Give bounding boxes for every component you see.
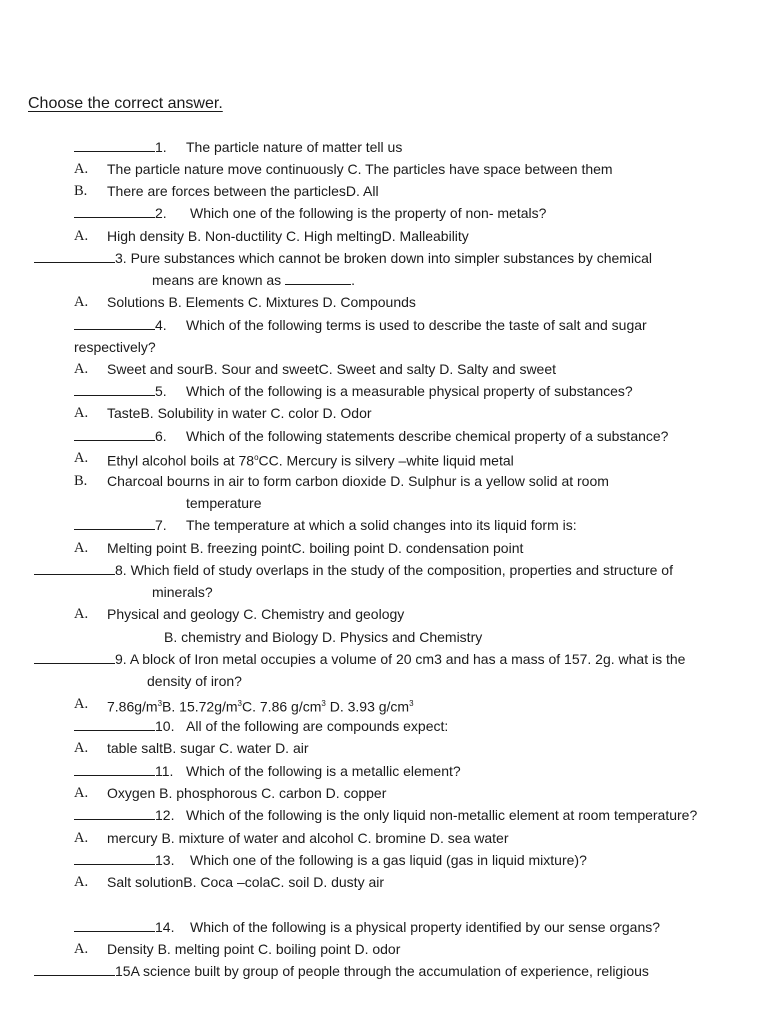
options-line: table saltB. sugar C. water D. air: [107, 740, 309, 756]
option-letter: A.: [74, 228, 89, 244]
option-letter: B.: [74, 183, 88, 199]
options-line: High density B. Non-ductility C. High meltingD. Malleability: [107, 228, 469, 244]
question-text: Which one of the following is a gas liquid (gas in liquid mixture)?: [190, 852, 587, 868]
inline-blank[interactable]: [285, 271, 351, 285]
options-line: Oxygen B. phosphorous C. carbon D. copper: [107, 785, 387, 801]
question-number: 8.: [115, 562, 127, 578]
question-7: [74, 516, 577, 534]
question-text: Which of the following is a metallic element?: [186, 763, 461, 779]
page-heading: Choose the correct answer.: [28, 95, 223, 112]
question-5: [74, 382, 633, 400]
question-8-continuation: minerals?: [152, 584, 213, 600]
options-line: [107, 449, 514, 470]
question-number: 11.: [155, 763, 174, 779]
question-text: Which of the following statements describe chemical property of a substance?: [186, 428, 669, 444]
option-letter: A.: [74, 540, 89, 556]
question-number: 12.: [155, 807, 175, 823]
options-line: Physical and geology C. Chemistry and geology: [107, 606, 405, 622]
option-text: B. 15.72g/m: [162, 698, 238, 715]
option-letter: A.: [74, 405, 89, 421]
options-line: Density B. melting point C. boiling point D. odor: [107, 941, 401, 957]
answer-blank-6[interactable]: [74, 427, 155, 441]
answer-blank-7[interactable]: [74, 516, 155, 530]
question-3-continuation: [152, 271, 355, 289]
option-letter: A.: [74, 874, 89, 890]
question-number: 13.: [155, 852, 175, 868]
option-letter: A.: [74, 696, 89, 712]
question-text: Pure substances which cannot be broken down into simpler substances by chemical: [130, 250, 652, 266]
question-8: [34, 561, 673, 579]
options-line: There are forces between the particlesD. All: [107, 183, 379, 199]
options-continuation: B. chemistry and Biology D. Physics and Chemistry: [164, 629, 483, 645]
option-letter: A.: [74, 294, 89, 310]
question-text: A block of Iron metal occupies a volume of 20 cm3 and has a mass of 157. 2g. what is the: [129, 651, 686, 667]
question-number: 4.: [155, 317, 167, 333]
option-letter: A.: [74, 785, 89, 801]
cube-superscript: 3: [321, 699, 326, 708]
options-line: Salt solutionB. Coca –colaC. soil D. dusty air: [107, 874, 385, 890]
options-line: mercury B. mixture of water and alcohol C. bromine D. sea water: [107, 830, 509, 846]
question-6: [74, 427, 669, 445]
question-text: All of the following are compounds expect:: [186, 718, 449, 734]
period: .: [351, 272, 355, 288]
options-line: Sweet and sourB. Sour and sweetC. Sweet and salty D. Salty and sweet: [107, 361, 557, 377]
answer-blank-10[interactable]: [74, 717, 155, 731]
question-text: means are known as: [152, 272, 282, 288]
option-text: Ethyl alcohol boils at 78: [107, 452, 255, 469]
question-text: Which one of the following is the property of non- metals?: [190, 205, 547, 221]
options-line: The particle nature move continuously C. The particles have space between them: [107, 161, 613, 177]
question-number: 3.: [115, 250, 127, 266]
question-number: 10.: [155, 718, 175, 734]
answer-blank-4[interactable]: [74, 316, 155, 330]
question-9-continuation: density of iron?: [147, 673, 242, 689]
question-text: Which of the following is the only liquid non-metallic element at room temperature?: [186, 807, 698, 823]
question-2: [74, 204, 547, 222]
degree-superscript: o: [254, 453, 259, 462]
question-number: 14.: [155, 919, 175, 935]
option-text: 7.86g/m: [107, 698, 158, 715]
option-letter: A.: [74, 361, 89, 377]
question-text: 15A science built by group of people through the accumulation of experience, religious: [115, 963, 649, 979]
question-number: 6.: [155, 428, 167, 444]
question-text: Which of the following terms is used to describe the taste of salt and sugar: [186, 317, 647, 333]
question-4: [74, 316, 647, 334]
answer-blank-11[interactable]: [74, 762, 155, 776]
question-number: 2.: [155, 205, 167, 221]
option-letter: A.: [74, 740, 89, 756]
option-letter: A.: [74, 606, 89, 622]
answer-blank-13[interactable]: [74, 851, 155, 865]
answer-blank-8[interactable]: [34, 561, 115, 575]
options-line: [107, 695, 414, 716]
question-number: 1.: [155, 139, 167, 155]
options-line: Charcoal bourns in air to form carbon dioxide D. Sulphur is a yellow solid at room: [107, 473, 609, 489]
option-letter: A.: [74, 941, 89, 957]
question-1: [74, 138, 403, 156]
question-text: The particle nature of matter tell us: [186, 139, 403, 155]
answer-blank-14[interactable]: [74, 918, 155, 932]
question-number: 5.: [155, 383, 167, 399]
cube-superscript: 3: [237, 699, 242, 708]
answer-blank-5[interactable]: [74, 382, 155, 396]
answer-blank-3[interactable]: [34, 249, 115, 263]
question-text: Which field of study overlaps in the study of the composition, properties and structure of: [130, 562, 673, 578]
question-text: The temperature at which a solid changes into its liquid form is:: [186, 517, 577, 533]
answer-blank-9[interactable]: [34, 650, 115, 664]
option-text: C. 7.86 g/cm: [242, 698, 322, 715]
answer-blank-1[interactable]: [74, 138, 155, 152]
question-number: 9.: [115, 651, 127, 667]
question-text: Which of the following is a physical property identified by our sense organs?: [190, 919, 661, 935]
options-continuation: temperature: [186, 495, 262, 511]
question-10: [74, 717, 449, 735]
question-12: [74, 806, 698, 824]
options-line: TasteB. Solubility in water C. color D. Odor: [107, 405, 372, 421]
option-letter: A.: [74, 161, 89, 177]
cube-superscript: 3: [409, 699, 414, 708]
question-15: [34, 962, 649, 980]
question-14: [74, 918, 661, 936]
answer-blank-2[interactable]: [74, 204, 155, 218]
question-4-continuation: respectively?: [74, 339, 156, 355]
option-letter: A.: [74, 450, 89, 466]
answer-blank-15[interactable]: [34, 962, 115, 976]
question-13: [74, 851, 587, 869]
option-text: CC. Mercury is silvery –white liquid metal: [258, 452, 514, 469]
options-line: Melting point B. freezing pointC. boiling point D. condensation point: [107, 540, 524, 556]
answer-blank-12[interactable]: [74, 806, 155, 820]
cube-superscript: 3: [157, 699, 163, 708]
question-11: [74, 762, 461, 780]
question-text: Which of the following is a measurable physical property of substances?: [186, 383, 633, 399]
option-text: D. 3.93 g/cm: [325, 698, 410, 715]
question-number: 7.: [155, 517, 167, 533]
option-letter: A.: [74, 830, 89, 846]
question-9: [34, 650, 685, 668]
option-letter: B.: [74, 473, 88, 489]
options-line: Solutions B. Elements C. Mixtures D. Compounds: [107, 294, 416, 310]
question-3: [34, 249, 652, 267]
